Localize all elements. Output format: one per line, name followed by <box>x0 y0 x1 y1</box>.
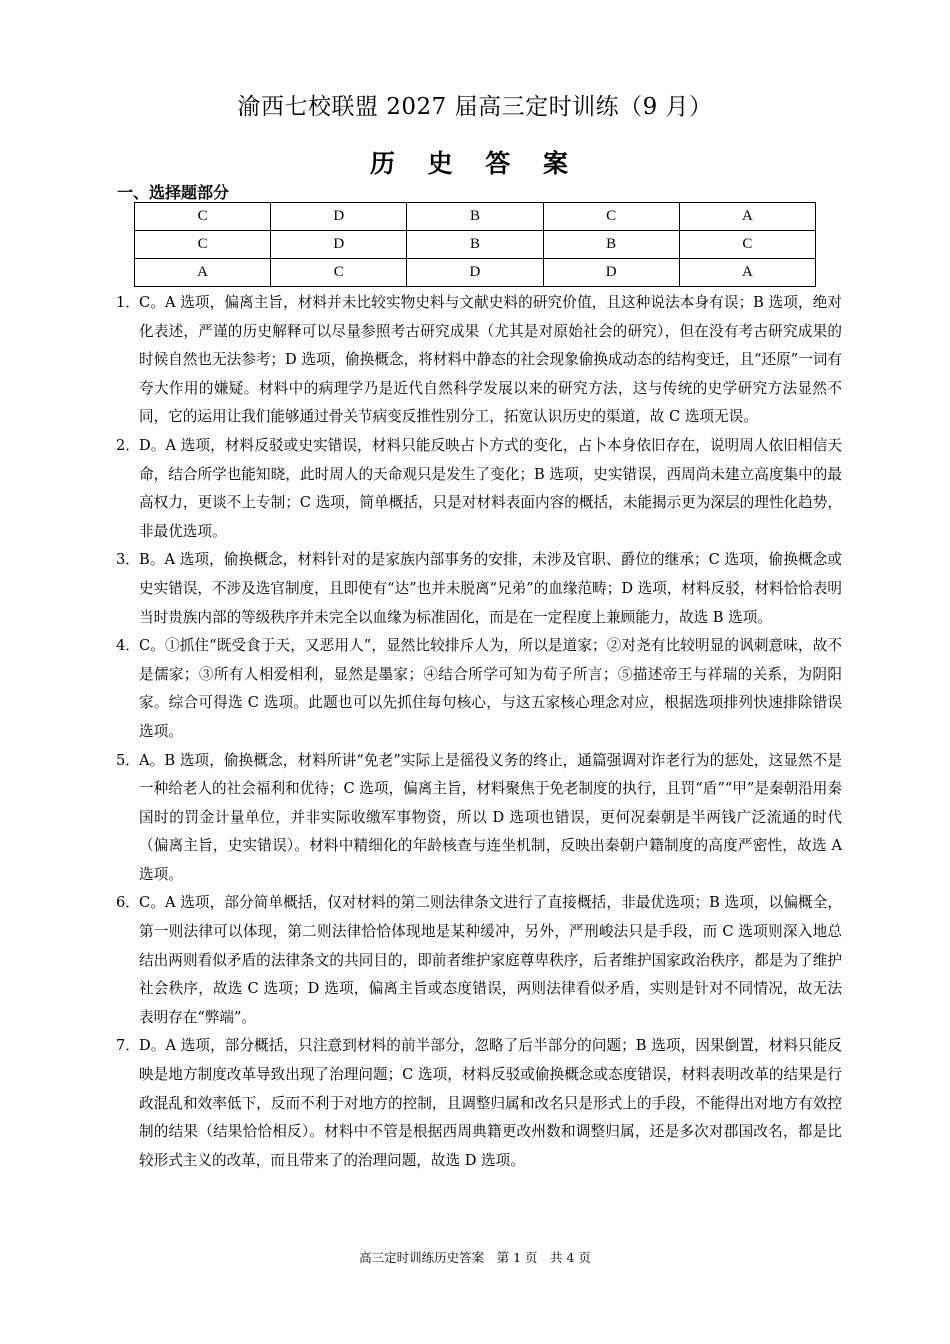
explanation-text: A。B 选项，偷换概念，材料所讲“免老”实际上是徭役义务的终止，通篇强调对诈老行为的惩处，这显然不是一种给老人的社会福利和优待；C 选项，偏离主旨，材料聚焦于免老制度的执行，且罚“盾”“甲”是秦朝沿用秦国时的罚金计量单位，并非实际收缴军事物资，所以 D 选项也错误，更何况秦朝是半两钱广泛流通的时代（偏离主旨，史实错误）。材料中精细化的年龄核查与连坐机制，反映出秦朝户籍制度的高度严密性，故选 A 选项。 <box>139 751 847 883</box>
answer-cell: A <box>135 259 271 287</box>
explanation-list <box>116 289 847 1175</box>
explanation-number: 2． <box>116 436 140 454</box>
explanation-number: 6． <box>116 894 140 912</box>
explanation-number: 5． <box>116 751 140 769</box>
answer-table-row <box>135 231 816 259</box>
answer-cell: C <box>135 203 271 231</box>
answer-cell: D <box>271 203 407 231</box>
explanation-item <box>116 889 842 1032</box>
section-heading: 一、选择题部分 <box>117 183 230 202</box>
answer-table-row <box>135 259 816 287</box>
explanation-text: B。A 选项，偷换概念，材料针对的是家族内部事务的安排，未涉及官职、爵位的继承；C 选项，偷换概念或史实错误，不涉及选官制度，且即使有“达”也并未脱离“兄弟”的血缘范畴；D 选项，材料反驳，材料恰恰表明当时贵族内部的等级秩序并未完全以血缘为标准固化，而是在一定程度上兼顾能力，故选 B 选项。 <box>139 551 842 626</box>
answer-cell: B <box>407 231 543 259</box>
explanation-text: D。A 选项，部分概括，只注意到材料的前半部分，忽略了后半部分的问题；B 选项，因果倒置，材料只能反映是地方制度改革导致出现了治理问题；C 选项，材料反驳或偷换概念或态度错误，材料表明改革的结果是行政混乱和效率低下，反而不利于对地方的控制，且调整归属和改名只是形式上的手段，不能得出对地方有效控制的结果（结果恰恰相反）。材料中不管是根据西周典籍更改州数和调整归属，还是多次对郡国改名，都是比较形式主义的改革，而且带来了的治理问题，故选 D 选项。 <box>139 1037 842 1169</box>
answer-table-row <box>135 203 816 231</box>
answer-cell: D <box>407 259 543 287</box>
answer-cell: C <box>679 231 815 259</box>
explanation-number: 4． <box>116 637 140 655</box>
page-footer: 高三定时训练历史答案 第 1 页 共 4 页 <box>359 1250 591 1265</box>
answer-cell: C <box>135 231 271 259</box>
answer-cell: B <box>407 203 543 231</box>
answer-cell: A <box>679 203 815 231</box>
explanation-number: 7． <box>116 1037 140 1055</box>
explanation-text: C。A 选项，偏离主旨，材料并未比较实物史料与文献史料的研究价值，且这种说法本身有误；B 选项，绝对化表述，严谨的历史解释可以尽量参照考古研究成果（尤其是对原始社会的研究），但在没有考古研究成果的时候自然也无法参考；D 选项，偷换概念，将材料中静态的社会现象偷换成动态的结构变迁，且“还原”一词有夸大作用的嫌疑。材料中的病理学乃是近代自然科学发展以来的研究方法，这与传统的史学研究方法显然不同，它的运用让我们能够通过骨关节病变反推性别分工，拓宽认识历史的渠道，故 C 选项无误。 <box>139 294 842 426</box>
explanation-number: 1． <box>116 294 140 311</box>
explanation-item <box>116 546 842 632</box>
explanation-item <box>116 1032 842 1175</box>
answer-table <box>134 202 816 287</box>
answer-cell: B <box>543 231 679 259</box>
answer-cell: C <box>271 259 407 287</box>
explanation-item <box>116 632 842 746</box>
explanation-number: 3． <box>116 551 140 569</box>
document-title: 渝西七校联盟 2027 届高三定时训练（9 月） <box>237 94 713 120</box>
answer-cell: D <box>543 259 679 287</box>
explanation-item <box>116 289 842 432</box>
answer-cell: D <box>271 231 407 259</box>
explanation-text: C。①抓住“既受食于天，又恶用人”，显然比较排斥人为，所以是道家；②对尧有比较明显的讽刺意味，故不是儒家；③所有人相爱相利，显然是墨家；④结合所学可知为荀子所言；⑤描述帝王与祥瑞的关系，为阴阳家。综合可得选 C 选项。此题也可以先抓住每句核心，与这五家核心理念对应，根据选项排列快速排除错误选项。 <box>139 637 842 740</box>
explanation-item <box>116 432 842 546</box>
answer-cell: A <box>679 259 815 287</box>
explanation-text: C。A 选项，部分简单概括，仅对材料的第二则法律条文进行了直接概括，非最优选项；B 选项，以偏概全，第一则法律可以体现，第二则法律恰恰体现地是某种缓冲，另外，严刑峻法只是手段，而 C 选项则深入地总结出两则看似矛盾的法律条文的共同目的，即前者维护家庭尊卑秩序，后者维护国家政治秩序，都是为了维护社会秩序，故选 C 选项；D 选项，偏离主旨或态度错误，两则法律看似矛盾，实则是针对不同情况，故无法表明存在“弊端”。 <box>139 894 842 1026</box>
explanation-text: D。A 选项，材料反驳或史实错误，材料只能反映占卜方式的变化，占卜本身依旧存在，说明周人依旧相信天命，结合所学也能知晓，此时周人的天命观只是发生了变化；B 选项，史实错误，西周尚未建立高度集中的最高权力，更谈不上专制；C 选项，简单概括，只是对材料表面内容的概括，未能揭示更为深层的理性化趋势，非最优选项。 <box>139 436 842 540</box>
explanation-item <box>116 747 847 890</box>
document-subtitle: 历 史 答 案 <box>369 149 581 178</box>
answer-cell: C <box>543 203 679 231</box>
